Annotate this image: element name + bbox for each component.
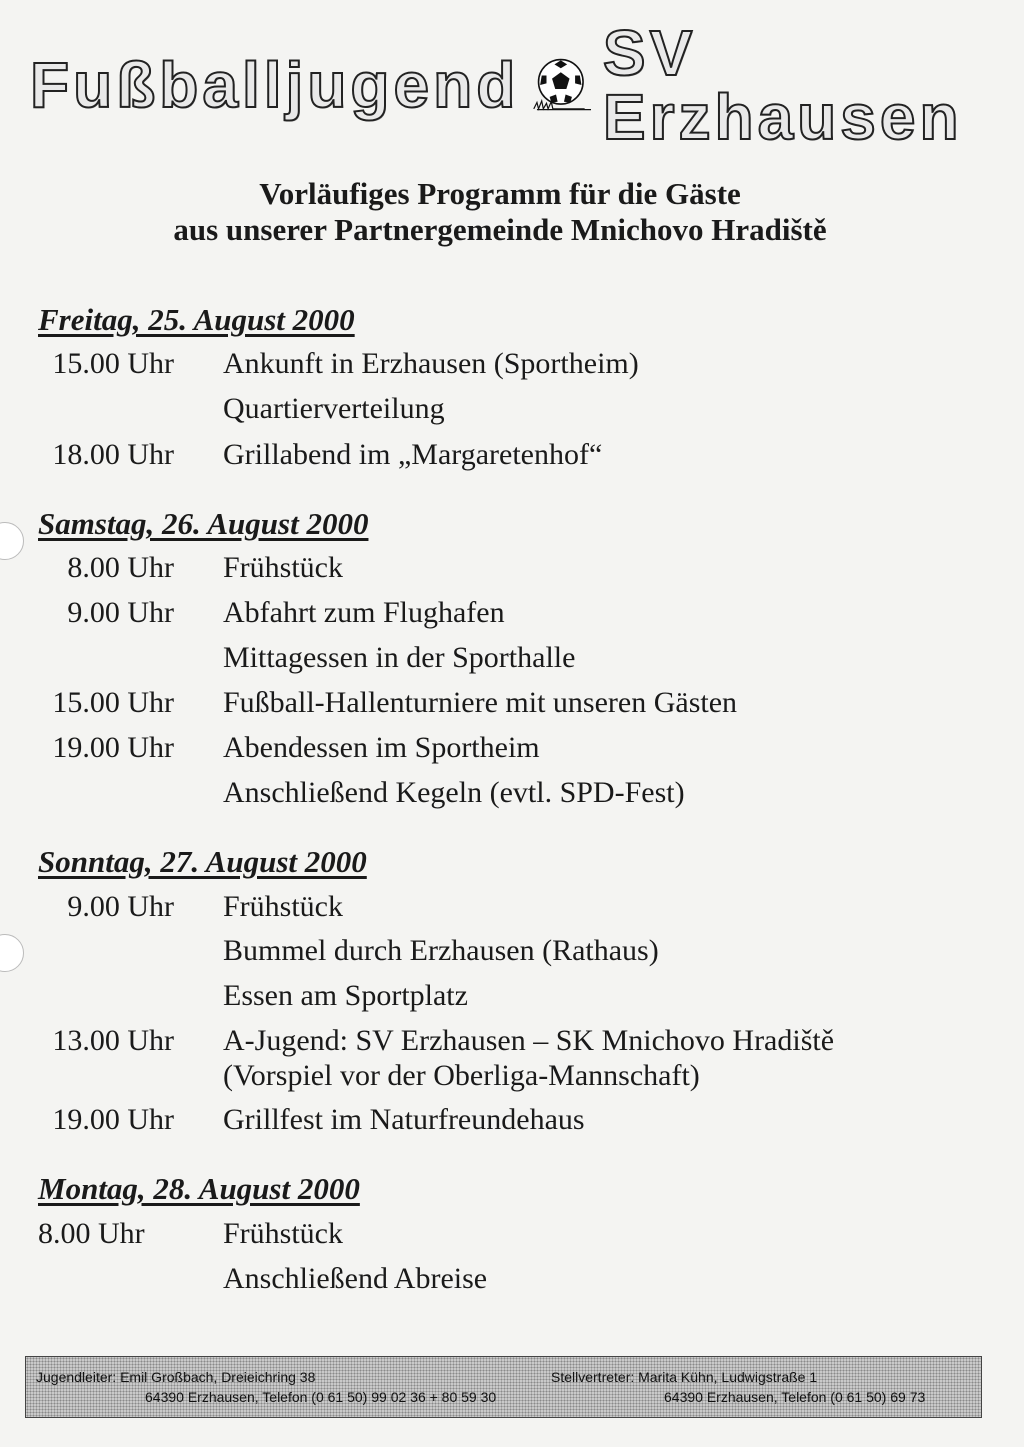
schedule-time: 19.00 Uhr [52, 1103, 174, 1136]
schedule-text: Abfahrt zum Flughafen [223, 596, 505, 629]
day-heading-monday: Montag, 28. August 2000 [38, 1171, 360, 1206]
schedule-text: Fußball-Hallenturniere mit unseren Gästen [223, 686, 738, 719]
schedule-text: Frühstück [223, 890, 343, 923]
schedule-text: Essen am Sportplatz [223, 979, 468, 1012]
punch-hole [0, 934, 24, 972]
schedule-time: 13.00 Uhr [52, 1024, 174, 1057]
schedule-text: (Vorspiel vor der Oberliga-Mannschaft) [223, 1059, 700, 1092]
schedule-text: Frühstück [223, 551, 343, 584]
schedule-text: Frühstück [223, 1217, 343, 1250]
contact-footer [25, 1356, 982, 1418]
footer-youth-leader [36, 1367, 496, 1407]
schedule-text: Grillfest im Naturfreundehaus [223, 1103, 585, 1136]
day-heading-friday: Freitag, 25. August 2000 [38, 302, 355, 337]
schedule-time: 15.00 Uhr [52, 686, 174, 719]
schedule-time: 8.00 Uhr [38, 1217, 145, 1250]
schedule-text: Anschließend Kegeln (evtl. SPD-Fest) [223, 776, 685, 809]
soccer-ball-icon [529, 46, 593, 124]
club-banner [30, 17, 990, 153]
footer-deputy [551, 1367, 925, 1407]
schedule-time: 15.00 Uhr [52, 347, 174, 380]
schedule-time: 8.00 Uhr [67, 551, 174, 584]
schedule-text: Ankunft in Erzhausen (Sportheim) [223, 347, 639, 380]
schedule-time: 18.00 Uhr [52, 438, 174, 471]
schedule-time: 9.00 Uhr [67, 890, 174, 923]
schedule-text: Abendessen im Sportheim [223, 731, 540, 764]
schedule-text: Quartierverteilung [223, 392, 445, 425]
schedule-text: Bummel durch Erzhausen (Rathaus) [223, 934, 659, 967]
footer-label: Stellvertreter: [551, 1369, 635, 1385]
schedule-time: 9.00 Uhr [67, 596, 174, 629]
banner-left-text: Fußballjugend [30, 49, 520, 121]
page-title-line-2: aus unserer Partnergemeinde Mnichovo Hradiště [173, 212, 827, 247]
schedule-text: Mittagessen in der Sporthalle [223, 641, 576, 674]
banner-right-text: SV Erzhausen [602, 17, 963, 153]
schedule-time: 19.00 Uhr [52, 731, 174, 764]
footer-label: Jugendleiter: [36, 1369, 117, 1385]
day-heading-sunday: Sonntag, 27. August 2000 [38, 844, 367, 879]
day-heading-saturday: Samstag, 26. August 2000 [38, 506, 369, 541]
footer-address: 64390 Erzhausen, Telefon (0 61 50) 69 73 [664, 1389, 926, 1405]
footer-name: Emil Großbach, Dreieichring 38 [120, 1369, 316, 1385]
schedule-text: A-Jugend: SV Erzhausen – SK Mnichovo Hradiště [223, 1024, 835, 1057]
schedule-text: Anschließend Abreise [223, 1262, 488, 1295]
footer-name: Marita Kühn, Ludwigstraße 1 [638, 1369, 818, 1385]
footer-address: 64390 Erzhausen, Telefon (0 61 50) 99 02 36 + 80 59 30 [145, 1389, 497, 1405]
page-title-line-1: Vorläufiges Programm für die Gäste [259, 176, 741, 211]
schedule-text: Grillabend im „Margaretenhof“ [223, 438, 603, 471]
